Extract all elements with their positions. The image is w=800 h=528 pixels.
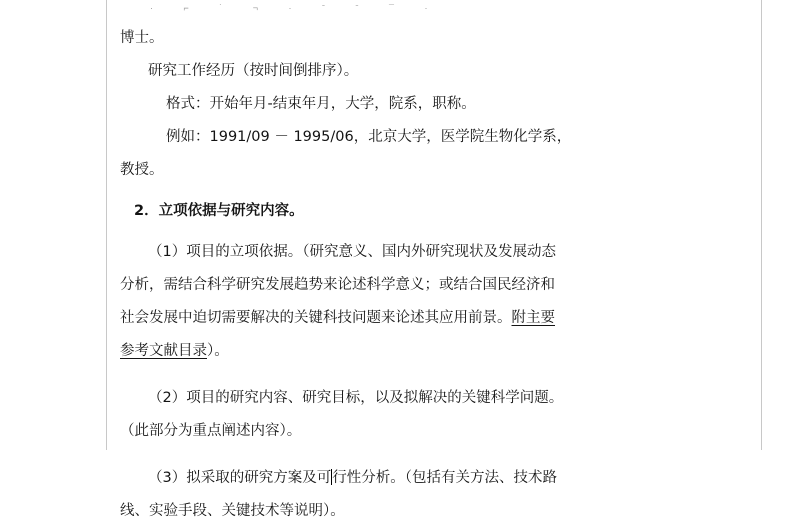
spacer [120,187,740,195]
paragraph-1-underlined-b: 参考文献目录 [120,343,207,359]
paragraph-2-line-1: （2）项目的研究内容、研究目标，以及拟解决的关键科学问题。 [148,390,564,406]
page-left-rule [106,0,107,450]
paragraph-3-line-1 [120,462,740,495]
paragraph-3-line-2: 线、实验手段、关键技术等说明）。 [120,503,345,519]
paragraph-2-line-2: （此部分为重点阐述内容）。 [120,423,302,439]
paragraph-example-line: 例如：1991/09 － 1995/06，北京大学，医学院生物化学系， [166,129,572,145]
paragraph-1-line-3 [120,302,740,335]
paragraph-format-line: 格式：开始年月-结束年月，大学，院系，职称。 [166,96,476,112]
paragraph-work-experience-title: 研究工作经历（按时间倒排序）。 [148,63,359,79]
paragraph-example-line-cont: 教授。 [120,162,164,178]
paragraph-1-line-4 [120,335,740,368]
paragraph-1-underlined-a: 附主要 [511,310,555,326]
spacer [120,368,740,382]
paragraph-3-line-1-text-b: 行性分析。（包括有关方法、技术路 [332,470,557,486]
spacer [120,228,740,236]
document-body [120,22,740,528]
page-right-rule [761,0,762,450]
heading-section-2: 2．立项依据与研究内容。 [134,203,304,219]
spacer [120,448,740,462]
paragraph-3-line-1-text-a: （3）拟采取的研究方案及可 [148,470,332,486]
paragraph-1-line-4-text: ）。 [207,343,229,359]
paragraph-1-line-2: 分析，需结合科学研究发展趋势来论述科学意义；或结合国民经济和 [120,277,555,293]
scan-artifact-top: · ⌐ ˙ ¬ · ˉ ˉ ¯ · [150,4,442,13]
paragraph-1-line-1: （1）项目的立项依据。（研究意义、国内外研究现状及发展动态 [148,244,556,260]
paragraph-1-line-3-text: 社会发展中迫切需要解决的关键科技问题来论述其应用前景。 [120,310,512,326]
paragraph-degree-line: 博士。 [120,30,164,46]
